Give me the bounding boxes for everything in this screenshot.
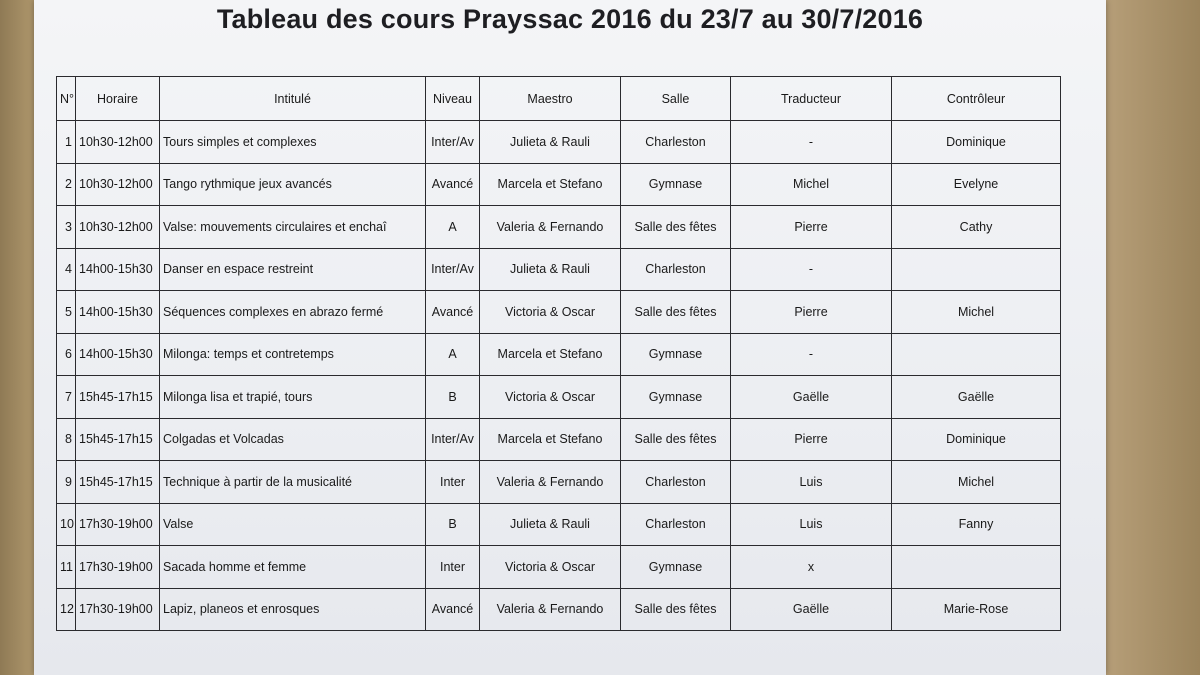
cell-salle: Salle des fêtes [621,588,731,631]
cell-number: 6 [57,333,76,376]
cell-controleur: Michel [892,291,1061,334]
header-controleur: Contrôleur [892,77,1061,121]
page-title: Tableau des cours Prayssac 2016 du 23/7 au 30/7/2016 [216,4,924,34]
cell-traducteur: Luis [731,503,892,546]
table-row [57,461,1061,504]
cell-traducteur: Gaëlle [731,376,892,419]
cell-niveau: Inter/Av [426,121,480,164]
table-row [57,503,1061,546]
cell-number: 12 [57,588,76,631]
cell-number: 2 [57,163,76,206]
table-row [57,291,1061,334]
cell-maestro: Valeria & Fernando [480,588,621,631]
cell-controleur: Marie-Rose [892,588,1061,631]
cell-salle: Gymnase [621,163,731,206]
cell-controleur: Fanny [892,503,1061,546]
cell-niveau: Avancé [426,163,480,206]
table-row [57,206,1061,249]
cell-controleur [892,333,1061,376]
printed-sheet [34,0,1106,675]
cell-intitule: Tours simples et complexes [160,121,426,164]
table-header-row [57,77,1061,121]
cell-intitule: Technique à partir de la musicalité [160,461,426,504]
cell-traducteur: Gaëlle [731,588,892,631]
cell-number: 8 [57,418,76,461]
cell-horaire: 10h30-12h00 [76,163,160,206]
cell-intitule: Milonga lisa et trapié, tours [160,376,426,419]
cell-controleur: Gaëlle [892,376,1061,419]
cell-maestro: Julieta & Rauli [480,503,621,546]
cell-controleur: Cathy [892,206,1061,249]
cell-salle: Gymnase [621,333,731,376]
cell-traducteur: - [731,121,892,164]
cell-niveau: A [426,206,480,249]
cell-salle: Salle des fêtes [621,418,731,461]
cell-number: 1 [57,121,76,164]
cell-maestro: Valeria & Fernando [480,206,621,249]
header-salle: Salle [621,77,731,121]
cell-number: 5 [57,291,76,334]
table-row [57,546,1061,589]
cell-controleur: Evelyne [892,163,1061,206]
cell-intitule: Tango rythmique jeux avancés [160,163,426,206]
header-intitule: Intitulé [160,77,426,121]
cell-number: 3 [57,206,76,249]
cell-number: 4 [57,248,76,291]
cell-horaire: 14h00-15h30 [76,291,160,334]
cell-controleur: Dominique [892,121,1061,164]
stone-background-right [1100,0,1200,675]
header-number: N° [57,77,76,121]
cell-intitule: Séquences complexes en abrazo fermé [160,291,426,334]
cell-intitule: Lapiz, planeos et enrosques [160,588,426,631]
header-maestro: Maestro [480,77,621,121]
cell-horaire: 17h30-19h00 [76,588,160,631]
table-row [57,418,1061,461]
cell-number: 11 [57,546,76,589]
cell-intitule: Milonga: temps et contretemps [160,333,426,376]
cell-horaire: 14h00-15h30 [76,248,160,291]
table-row [57,588,1061,631]
cell-traducteur: - [731,333,892,376]
cell-horaire: 17h30-19h00 [76,546,160,589]
cell-traducteur: Pierre [731,291,892,334]
cell-traducteur: - [731,248,892,291]
cell-salle: Charleston [621,248,731,291]
cell-salle: Salle des fêtes [621,206,731,249]
cell-intitule: Danser en espace restreint [160,248,426,291]
course-schedule-table [56,76,1061,631]
table-row [57,333,1061,376]
cell-niveau: A [426,333,480,376]
cell-salle: Charleston [621,461,731,504]
cell-niveau: B [426,376,480,419]
cell-horaire: 15h45-17h15 [76,376,160,419]
cell-horaire: 14h00-15h30 [76,333,160,376]
header-horaire: Horaire [76,77,160,121]
cell-salle: Gymnase [621,376,731,419]
cell-maestro: Victoria & Oscar [480,291,621,334]
cell-salle: Gymnase [621,546,731,589]
cell-maestro: Marcela et Stefano [480,163,621,206]
cell-maestro: Marcela et Stefano [480,333,621,376]
cell-maestro: Valeria & Fernando [480,461,621,504]
cell-horaire: 10h30-12h00 [76,121,160,164]
cell-niveau: Inter/Av [426,418,480,461]
cell-maestro: Julieta & Rauli [480,121,621,164]
cell-number: 9 [57,461,76,504]
cell-number: 7 [57,376,76,419]
table-row [57,376,1061,419]
header-traducteur: Traducteur [731,77,892,121]
cell-horaire: 17h30-19h00 [76,503,160,546]
cell-controleur: Dominique [892,418,1061,461]
table-body [57,121,1061,631]
cell-niveau: Inter [426,461,480,504]
table-row [57,163,1061,206]
cell-traducteur: Luis [731,461,892,504]
cell-niveau: Avancé [426,588,480,631]
cell-salle: Charleston [621,503,731,546]
table-row [57,248,1061,291]
cell-maestro: Marcela et Stefano [480,418,621,461]
cell-intitule: Valse: mouvements circulaires et enchaî [160,206,426,249]
cell-traducteur: Pierre [731,206,892,249]
cell-traducteur: Pierre [731,418,892,461]
cell-traducteur: Michel [731,163,892,206]
cell-niveau: Inter/Av [426,248,480,291]
cell-niveau: Avancé [426,291,480,334]
cell-maestro: Julieta & Rauli [480,248,621,291]
cell-salle: Salle des fêtes [621,291,731,334]
cell-controleur: Michel [892,461,1061,504]
cell-niveau: Inter [426,546,480,589]
cell-intitule: Valse [160,503,426,546]
cell-niveau: B [426,503,480,546]
cell-controleur [892,546,1061,589]
cell-horaire: 15h45-17h15 [76,418,160,461]
cell-controleur [892,248,1061,291]
table-row [57,121,1061,164]
cell-traducteur: x [731,546,892,589]
cell-intitule: Sacada homme et femme [160,546,426,589]
cell-maestro: Victoria & Oscar [480,546,621,589]
cell-intitule: Colgadas et Volcadas [160,418,426,461]
cell-horaire: 10h30-12h00 [76,206,160,249]
cell-horaire: 15h45-17h15 [76,461,160,504]
cell-number: 10 [57,503,76,546]
cell-salle: Charleston [621,121,731,164]
cell-maestro: Victoria & Oscar [480,376,621,419]
header-niveau: Niveau [426,77,480,121]
